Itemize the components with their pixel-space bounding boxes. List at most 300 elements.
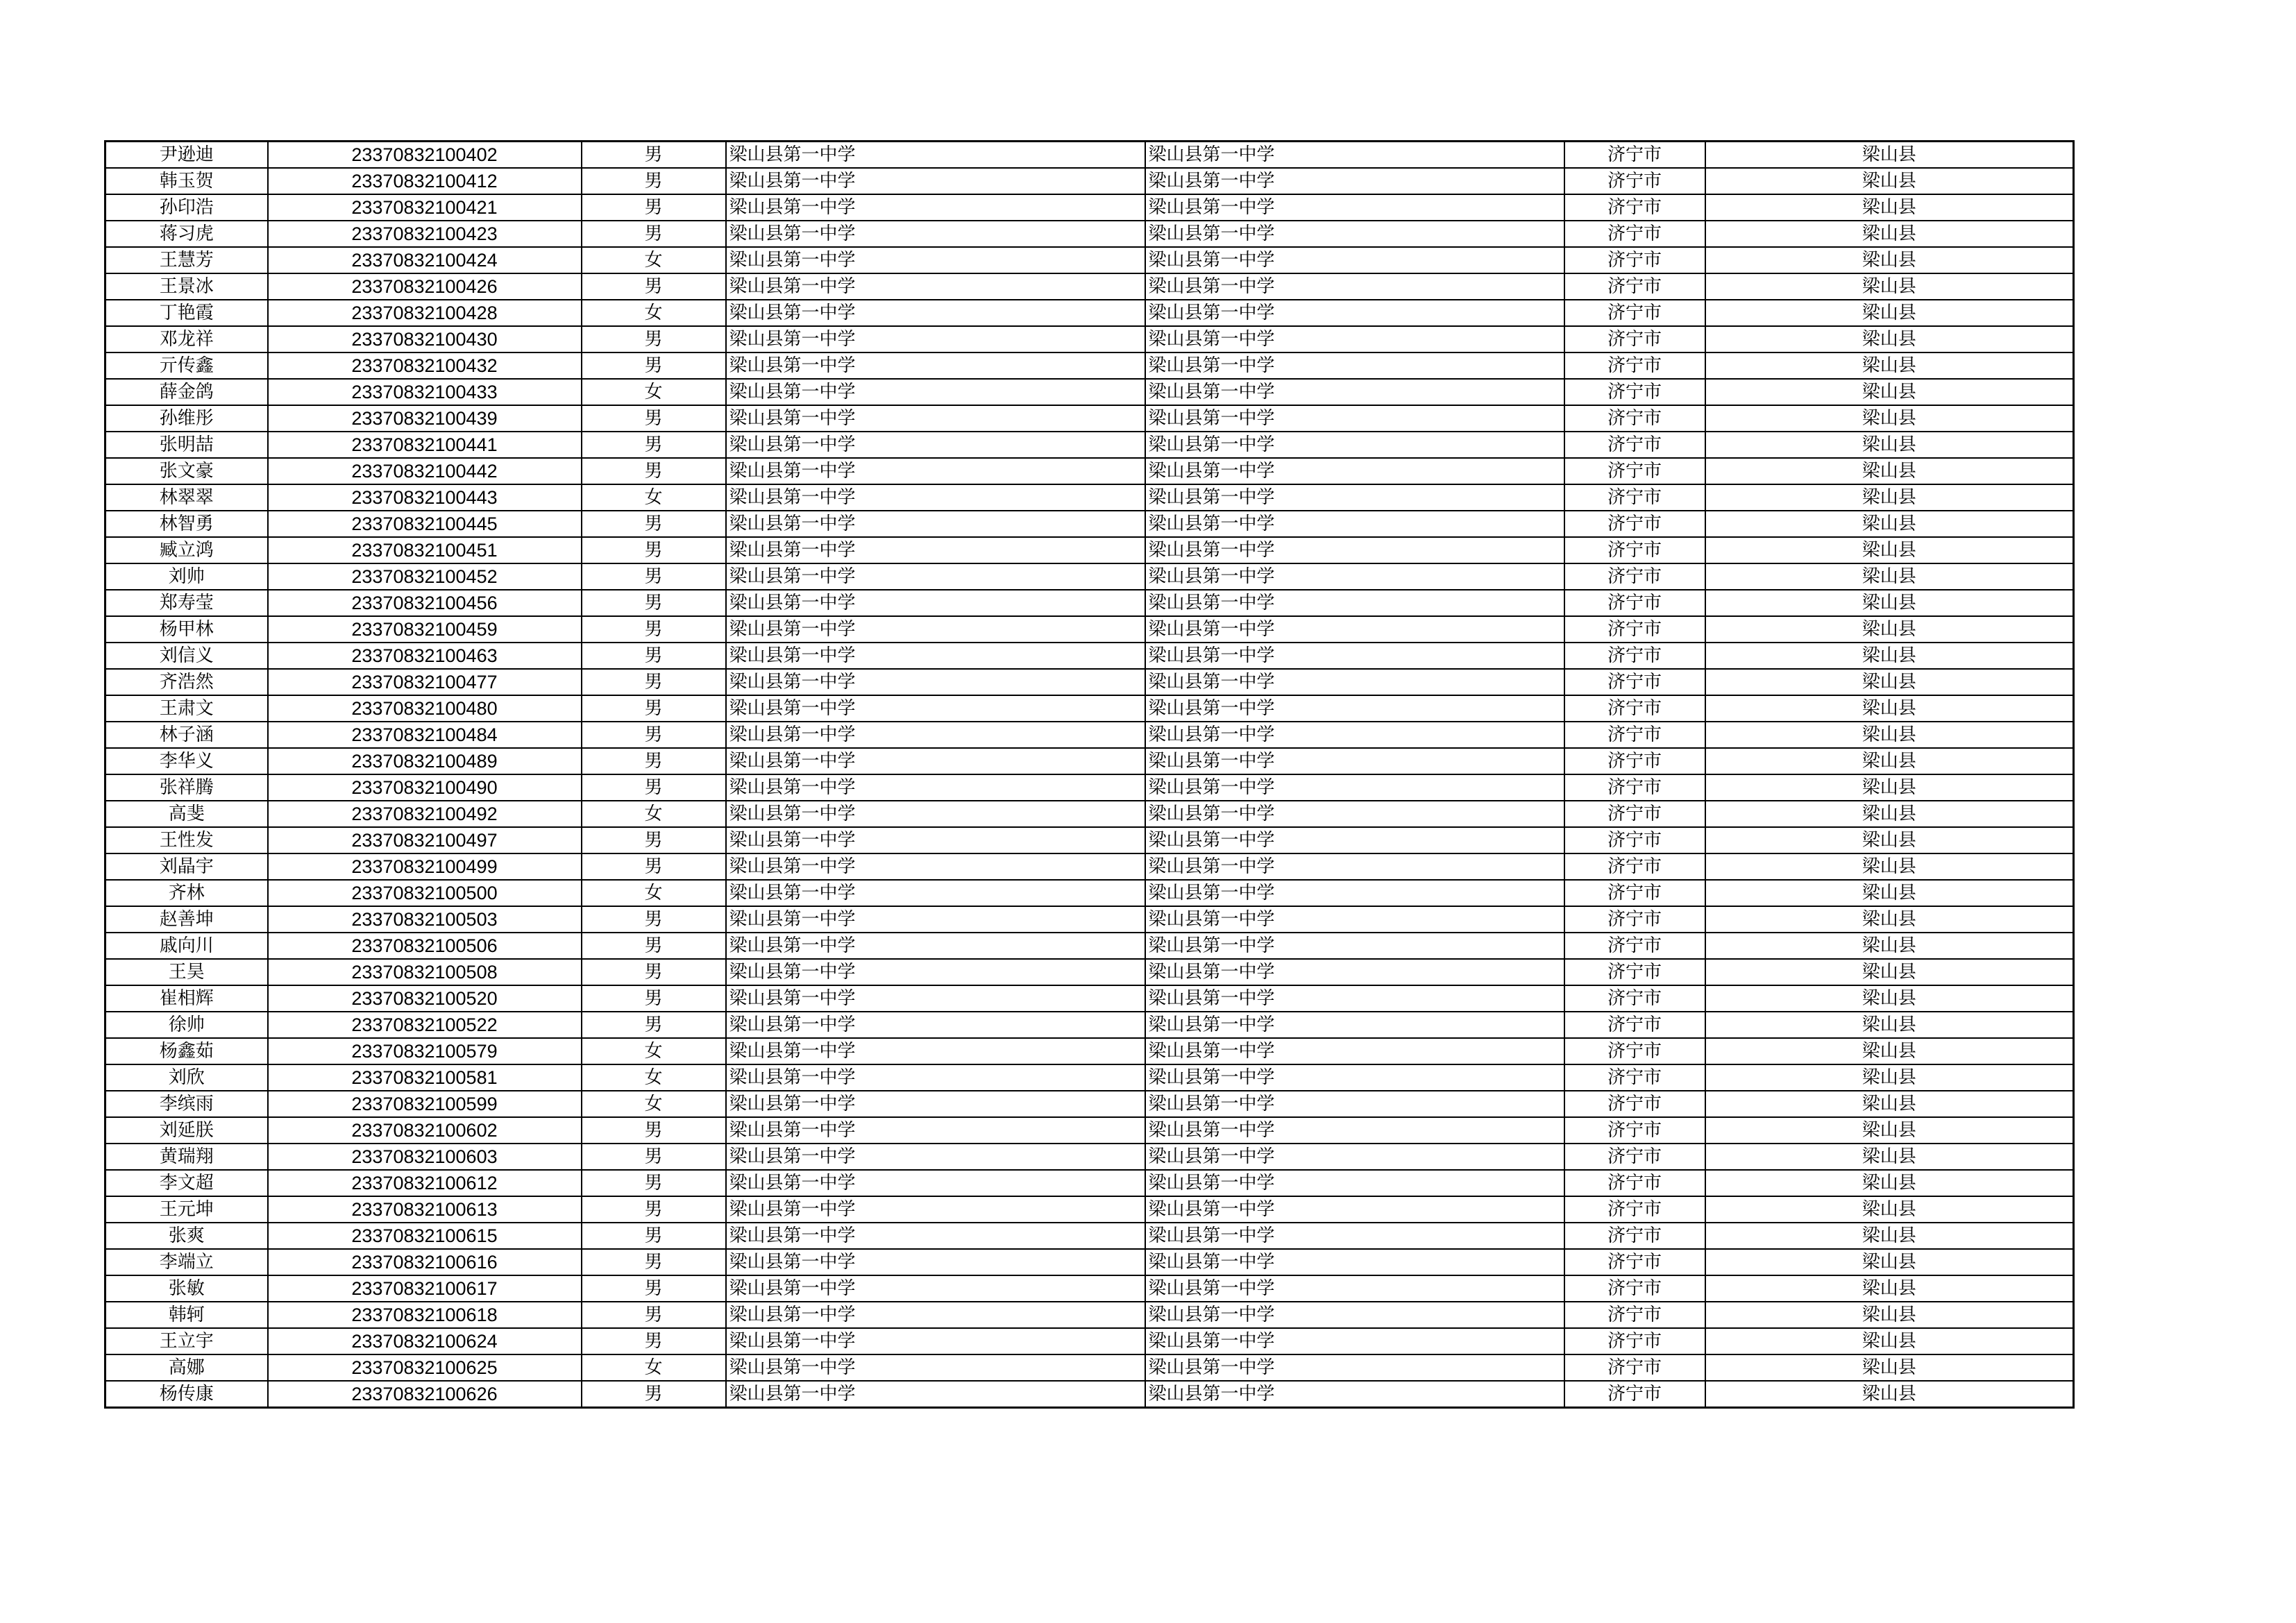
school-cell: 梁山县第一中学 [726, 669, 1145, 695]
table-row [105, 880, 2074, 906]
county-cell: 梁山县 [1705, 1381, 2074, 1408]
gender-cell: 男 [582, 142, 726, 169]
table-row [105, 1144, 2074, 1170]
city-cell: 济宁市 [1564, 695, 1705, 722]
registration-school-cell: 梁山县第一中学 [1145, 537, 1564, 563]
county-cell: 梁山县 [1705, 906, 2074, 933]
table-row [105, 405, 2074, 432]
school-cell: 梁山县第一中学 [726, 537, 1145, 563]
table-row [105, 643, 2074, 669]
city-cell: 济宁市 [1564, 853, 1705, 880]
city-cell: 济宁市 [1564, 906, 1705, 933]
gender-cell: 女 [582, 1091, 726, 1117]
registration-school-cell: 梁山县第一中学 [1145, 379, 1564, 405]
school-cell: 梁山县第一中学 [726, 590, 1145, 616]
school-cell: 梁山县第一中学 [726, 959, 1145, 985]
name-cell: 王肃文 [105, 695, 268, 722]
county-cell: 梁山县 [1705, 748, 2074, 774]
city-cell: 济宁市 [1564, 511, 1705, 537]
county-cell: 梁山县 [1705, 273, 2074, 300]
school-cell: 梁山县第一中学 [726, 352, 1145, 379]
exam-id-cell: 23370832100439 [268, 405, 582, 432]
name-cell: 高娜 [105, 1354, 268, 1381]
gender-cell: 男 [582, 405, 726, 432]
city-cell: 济宁市 [1564, 563, 1705, 590]
name-cell: 王昊 [105, 959, 268, 985]
gender-cell: 男 [582, 774, 726, 801]
gender-cell: 男 [582, 853, 726, 880]
county-cell: 梁山县 [1705, 1038, 2074, 1064]
table-row [105, 695, 2074, 722]
school-cell: 梁山县第一中学 [726, 484, 1145, 511]
gender-cell: 男 [582, 669, 726, 695]
county-cell: 梁山县 [1705, 959, 2074, 985]
registration-school-cell: 梁山县第一中学 [1145, 1091, 1564, 1117]
school-cell: 梁山县第一中学 [726, 1223, 1145, 1249]
table-row [105, 801, 2074, 827]
table-row [105, 774, 2074, 801]
gender-cell: 男 [582, 511, 726, 537]
table-row [105, 827, 2074, 853]
registration-school-cell: 梁山县第一中学 [1145, 1117, 1564, 1144]
county-cell: 梁山县 [1705, 484, 2074, 511]
exam-id-cell: 23370832100599 [268, 1091, 582, 1117]
table-row [105, 959, 2074, 985]
school-cell: 梁山县第一中学 [726, 1302, 1145, 1328]
county-cell: 梁山县 [1705, 1064, 2074, 1091]
city-cell: 济宁市 [1564, 1064, 1705, 1091]
exam-id-cell: 23370832100615 [268, 1223, 582, 1249]
registration-school-cell: 梁山县第一中学 [1145, 722, 1564, 748]
city-cell: 济宁市 [1564, 221, 1705, 247]
table-row [105, 1328, 2074, 1354]
name-cell: 尹逊迪 [105, 142, 268, 169]
school-cell: 梁山县第一中学 [726, 221, 1145, 247]
exam-id-cell: 23370832100484 [268, 722, 582, 748]
city-cell: 济宁市 [1564, 458, 1705, 484]
exam-id-cell: 23370832100506 [268, 933, 582, 959]
county-cell: 梁山县 [1705, 1091, 2074, 1117]
exam-id-cell: 23370832100456 [268, 590, 582, 616]
registration-school-cell: 梁山县第一中学 [1145, 1354, 1564, 1381]
name-cell: 刘延朕 [105, 1117, 268, 1144]
registration-school-cell: 梁山县第一中学 [1145, 352, 1564, 379]
registration-school-cell: 梁山县第一中学 [1145, 933, 1564, 959]
registration-school-cell: 梁山县第一中学 [1145, 590, 1564, 616]
table-row [105, 511, 2074, 537]
gender-cell: 男 [582, 590, 726, 616]
city-cell: 济宁市 [1564, 379, 1705, 405]
county-cell: 梁山县 [1705, 432, 2074, 458]
school-cell: 梁山县第一中学 [726, 1038, 1145, 1064]
name-cell: 齐浩然 [105, 669, 268, 695]
school-cell: 梁山县第一中学 [726, 142, 1145, 169]
name-cell: 亓传鑫 [105, 352, 268, 379]
county-cell: 梁山县 [1705, 221, 2074, 247]
county-cell: 梁山县 [1705, 405, 2074, 432]
exam-id-cell: 23370832100451 [268, 537, 582, 563]
exam-id-cell: 23370832100508 [268, 959, 582, 985]
county-cell: 梁山县 [1705, 511, 2074, 537]
school-cell: 梁山县第一中学 [726, 985, 1145, 1012]
gender-cell: 女 [582, 801, 726, 827]
city-cell: 济宁市 [1564, 1302, 1705, 1328]
gender-cell: 男 [582, 168, 726, 194]
table-row [105, 221, 2074, 247]
city-cell: 济宁市 [1564, 142, 1705, 169]
registration-school-cell: 梁山县第一中学 [1145, 906, 1564, 933]
city-cell: 济宁市 [1564, 1223, 1705, 1249]
gender-cell: 男 [582, 458, 726, 484]
county-cell: 梁山县 [1705, 379, 2074, 405]
exam-id-cell: 23370832100612 [268, 1170, 582, 1196]
school-cell: 梁山县第一中学 [726, 405, 1145, 432]
exam-id-cell: 23370832100618 [268, 1302, 582, 1328]
city-cell: 济宁市 [1564, 1249, 1705, 1275]
name-cell: 张文豪 [105, 458, 268, 484]
registration-school-cell: 梁山县第一中学 [1145, 774, 1564, 801]
gender-cell: 男 [582, 326, 726, 352]
county-cell: 梁山县 [1705, 1117, 2074, 1144]
name-cell: 张祥腾 [105, 774, 268, 801]
school-cell: 梁山县第一中学 [726, 722, 1145, 748]
registration-school-cell: 梁山县第一中学 [1145, 985, 1564, 1012]
registration-school-cell: 梁山县第一中学 [1145, 643, 1564, 669]
school-cell: 梁山县第一中学 [726, 168, 1145, 194]
gender-cell: 男 [582, 537, 726, 563]
exam-id-cell: 23370832100579 [268, 1038, 582, 1064]
school-cell: 梁山县第一中学 [726, 774, 1145, 801]
registration-school-cell: 梁山县第一中学 [1145, 1038, 1564, 1064]
exam-id-cell: 23370832100423 [268, 221, 582, 247]
school-cell: 梁山县第一中学 [726, 853, 1145, 880]
school-cell: 梁山县第一中学 [726, 906, 1145, 933]
table-row [105, 1064, 2074, 1091]
gender-cell: 男 [582, 1302, 726, 1328]
table-row [105, 1196, 2074, 1223]
county-cell: 梁山县 [1705, 669, 2074, 695]
exam-id-cell: 23370832100625 [268, 1354, 582, 1381]
table-row [105, 853, 2074, 880]
gender-cell: 男 [582, 1223, 726, 1249]
name-cell: 蒋习虎 [105, 221, 268, 247]
school-cell: 梁山县第一中学 [726, 1196, 1145, 1223]
table-row [105, 1117, 2074, 1144]
city-cell: 济宁市 [1564, 1170, 1705, 1196]
table-row [105, 432, 2074, 458]
city-cell: 济宁市 [1564, 1117, 1705, 1144]
name-cell: 杨传康 [105, 1381, 268, 1408]
table-row [105, 985, 2074, 1012]
county-cell: 梁山县 [1705, 458, 2074, 484]
exam-id-cell: 23370832100459 [268, 616, 582, 643]
county-cell: 梁山县 [1705, 247, 2074, 273]
registration-school-cell: 梁山县第一中学 [1145, 748, 1564, 774]
registration-school-cell: 梁山县第一中学 [1145, 563, 1564, 590]
county-cell: 梁山县 [1705, 194, 2074, 221]
registration-school-cell: 梁山县第一中学 [1145, 247, 1564, 273]
table-row [105, 1302, 2074, 1328]
county-cell: 梁山县 [1705, 933, 2074, 959]
name-cell: 杨鑫茹 [105, 1038, 268, 1064]
table-row [105, 933, 2074, 959]
name-cell: 丁艳霞 [105, 300, 268, 326]
exam-id-cell: 23370832100499 [268, 853, 582, 880]
exam-id-cell: 23370832100402 [268, 142, 582, 169]
table-row [105, 273, 2074, 300]
registration-school-cell: 梁山县第一中学 [1145, 194, 1564, 221]
registration-school-cell: 梁山县第一中学 [1145, 1275, 1564, 1302]
exam-id-cell: 23370832100428 [268, 300, 582, 326]
school-cell: 梁山县第一中学 [726, 1354, 1145, 1381]
table-row [105, 722, 2074, 748]
table-row [105, 1381, 2074, 1408]
school-cell: 梁山县第一中学 [726, 300, 1145, 326]
school-cell: 梁山县第一中学 [726, 1144, 1145, 1170]
exam-id-cell: 23370832100441 [268, 432, 582, 458]
registration-school-cell: 梁山县第一中学 [1145, 1328, 1564, 1354]
name-cell: 张敏 [105, 1275, 268, 1302]
registration-school-cell: 梁山县第一中学 [1145, 326, 1564, 352]
gender-cell: 男 [582, 748, 726, 774]
registration-school-cell: 梁山县第一中学 [1145, 1196, 1564, 1223]
city-cell: 济宁市 [1564, 247, 1705, 273]
city-cell: 济宁市 [1564, 616, 1705, 643]
school-cell: 梁山县第一中学 [726, 1249, 1145, 1275]
name-cell: 刘帅 [105, 563, 268, 590]
county-cell: 梁山县 [1705, 853, 2074, 880]
registration-school-cell: 梁山县第一中学 [1145, 1302, 1564, 1328]
exam-id-cell: 23370832100626 [268, 1381, 582, 1408]
county-cell: 梁山县 [1705, 1170, 2074, 1196]
gender-cell: 男 [582, 563, 726, 590]
county-cell: 梁山县 [1705, 563, 2074, 590]
gender-cell: 男 [582, 1328, 726, 1354]
gender-cell: 男 [582, 1249, 726, 1275]
name-cell: 韩玉贺 [105, 168, 268, 194]
registration-school-cell: 梁山县第一中学 [1145, 1381, 1564, 1408]
school-cell: 梁山县第一中学 [726, 379, 1145, 405]
table-row [105, 590, 2074, 616]
name-cell: 林子涵 [105, 722, 268, 748]
exam-id-cell: 23370832100477 [268, 669, 582, 695]
city-cell: 济宁市 [1564, 643, 1705, 669]
registration-school-cell: 梁山县第一中学 [1145, 221, 1564, 247]
gender-cell: 男 [582, 985, 726, 1012]
name-cell: 孙印浩 [105, 194, 268, 221]
exam-id-cell: 23370832100603 [268, 1144, 582, 1170]
county-cell: 梁山县 [1705, 142, 2074, 169]
gender-cell: 男 [582, 827, 726, 853]
name-cell: 林智勇 [105, 511, 268, 537]
gender-cell: 女 [582, 1354, 726, 1381]
exam-id-cell: 23370832100624 [268, 1328, 582, 1354]
exam-id-cell: 23370832100452 [268, 563, 582, 590]
name-cell: 郑寿莹 [105, 590, 268, 616]
exam-id-cell: 23370832100480 [268, 695, 582, 722]
county-cell: 梁山县 [1705, 1249, 2074, 1275]
school-cell: 梁山县第一中学 [726, 933, 1145, 959]
exam-id-cell: 23370832100445 [268, 511, 582, 537]
city-cell: 济宁市 [1564, 326, 1705, 352]
registration-school-cell: 梁山县第一中学 [1145, 300, 1564, 326]
table-row [105, 379, 2074, 405]
county-cell: 梁山县 [1705, 643, 2074, 669]
county-cell: 梁山县 [1705, 1144, 2074, 1170]
table-row [105, 1038, 2074, 1064]
exam-id-cell: 23370832100581 [268, 1064, 582, 1091]
school-cell: 梁山县第一中学 [726, 194, 1145, 221]
registration-school-cell: 梁山县第一中学 [1145, 168, 1564, 194]
name-cell: 刘欣 [105, 1064, 268, 1091]
county-cell: 梁山县 [1705, 722, 2074, 748]
table-row [105, 142, 2074, 169]
city-cell: 济宁市 [1564, 273, 1705, 300]
school-cell: 梁山县第一中学 [726, 511, 1145, 537]
table-row [105, 906, 2074, 933]
city-cell: 济宁市 [1564, 985, 1705, 1012]
table-row [105, 352, 2074, 379]
school-cell: 梁山县第一中学 [726, 748, 1145, 774]
city-cell: 济宁市 [1564, 748, 1705, 774]
name-cell: 杨甲林 [105, 616, 268, 643]
county-cell: 梁山县 [1705, 1328, 2074, 1354]
county-cell: 梁山县 [1705, 1302, 2074, 1328]
school-cell: 梁山县第一中学 [726, 1275, 1145, 1302]
gender-cell: 女 [582, 880, 726, 906]
registration-school-cell: 梁山县第一中学 [1145, 142, 1564, 169]
city-cell: 济宁市 [1564, 352, 1705, 379]
city-cell: 济宁市 [1564, 405, 1705, 432]
exam-id-cell: 23370832100421 [268, 194, 582, 221]
name-cell: 戚向川 [105, 933, 268, 959]
school-cell: 梁山县第一中学 [726, 458, 1145, 484]
registration-school-cell: 梁山县第一中学 [1145, 801, 1564, 827]
county-cell: 梁山县 [1705, 300, 2074, 326]
school-cell: 梁山县第一中学 [726, 432, 1145, 458]
name-cell: 王立宇 [105, 1328, 268, 1354]
name-cell: 张明喆 [105, 432, 268, 458]
county-cell: 梁山县 [1705, 1012, 2074, 1038]
registration-school-cell: 梁山县第一中学 [1145, 616, 1564, 643]
name-cell: 齐林 [105, 880, 268, 906]
name-cell: 孙维彤 [105, 405, 268, 432]
name-cell: 李文超 [105, 1170, 268, 1196]
registration-school-cell: 梁山县第一中学 [1145, 827, 1564, 853]
name-cell: 张爽 [105, 1223, 268, 1249]
gender-cell: 男 [582, 1275, 726, 1302]
exam-id-cell: 23370832100613 [268, 1196, 582, 1223]
gender-cell: 男 [582, 959, 726, 985]
exam-id-cell: 23370832100617 [268, 1275, 582, 1302]
table-row [105, 168, 2074, 194]
school-cell: 梁山县第一中学 [726, 1091, 1145, 1117]
name-cell: 李华义 [105, 748, 268, 774]
name-cell: 臧立鸿 [105, 537, 268, 563]
city-cell: 济宁市 [1564, 1196, 1705, 1223]
exam-id-cell: 23370832100433 [268, 379, 582, 405]
exam-id-cell: 23370832100520 [268, 985, 582, 1012]
registration-school-cell: 梁山县第一中学 [1145, 458, 1564, 484]
name-cell: 高斐 [105, 801, 268, 827]
gender-cell: 男 [582, 352, 726, 379]
table-row [105, 563, 2074, 590]
table-row [105, 458, 2074, 484]
gender-cell: 男 [582, 906, 726, 933]
table-row [105, 194, 2074, 221]
table-row [105, 1223, 2074, 1249]
city-cell: 济宁市 [1564, 1275, 1705, 1302]
registration-school-cell: 梁山县第一中学 [1145, 405, 1564, 432]
gender-cell: 女 [582, 1064, 726, 1091]
city-cell: 济宁市 [1564, 933, 1705, 959]
city-cell: 济宁市 [1564, 1354, 1705, 1381]
gender-cell: 女 [582, 379, 726, 405]
gender-cell: 男 [582, 1170, 726, 1196]
county-cell: 梁山县 [1705, 590, 2074, 616]
county-cell: 梁山县 [1705, 168, 2074, 194]
city-cell: 济宁市 [1564, 168, 1705, 194]
gender-cell: 女 [582, 247, 726, 273]
school-cell: 梁山县第一中学 [726, 563, 1145, 590]
exam-id-cell: 23370832100602 [268, 1117, 582, 1144]
exam-id-cell: 23370832100489 [268, 748, 582, 774]
exam-id-cell: 23370832100463 [268, 643, 582, 669]
table-row [105, 537, 2074, 563]
city-cell: 济宁市 [1564, 722, 1705, 748]
county-cell: 梁山县 [1705, 326, 2074, 352]
exam-id-cell: 23370832100492 [268, 801, 582, 827]
table-row [105, 247, 2074, 273]
name-cell: 王慧芳 [105, 247, 268, 273]
county-cell: 梁山县 [1705, 801, 2074, 827]
gender-cell: 男 [582, 1381, 726, 1408]
school-cell: 梁山县第一中学 [726, 1064, 1145, 1091]
table-row [105, 484, 2074, 511]
exam-id-cell: 23370832100442 [268, 458, 582, 484]
gender-cell: 男 [582, 432, 726, 458]
city-cell: 济宁市 [1564, 1328, 1705, 1354]
county-cell: 梁山县 [1705, 352, 2074, 379]
table-row [105, 1354, 2074, 1381]
name-cell: 王性发 [105, 827, 268, 853]
gender-cell: 男 [582, 1196, 726, 1223]
exam-id-cell: 23370832100500 [268, 880, 582, 906]
name-cell: 韩轲 [105, 1302, 268, 1328]
registration-school-cell: 梁山县第一中学 [1145, 880, 1564, 906]
county-cell: 梁山县 [1705, 695, 2074, 722]
name-cell: 王景冰 [105, 273, 268, 300]
name-cell: 刘信义 [105, 643, 268, 669]
registration-school-cell: 梁山县第一中学 [1145, 853, 1564, 880]
registration-school-cell: 梁山县第一中学 [1145, 273, 1564, 300]
city-cell: 济宁市 [1564, 774, 1705, 801]
registration-school-cell: 梁山县第一中学 [1145, 1170, 1564, 1196]
table-row [105, 1249, 2074, 1275]
gender-cell: 男 [582, 194, 726, 221]
exam-id-cell: 23370832100490 [268, 774, 582, 801]
city-cell: 济宁市 [1564, 1381, 1705, 1408]
school-cell: 梁山县第一中学 [726, 273, 1145, 300]
exam-id-cell: 23370832100497 [268, 827, 582, 853]
registration-school-cell: 梁山县第一中学 [1145, 1144, 1564, 1170]
name-cell: 徐帅 [105, 1012, 268, 1038]
registration-school-cell: 梁山县第一中学 [1145, 432, 1564, 458]
school-cell: 梁山县第一中学 [726, 1117, 1145, 1144]
school-cell: 梁山县第一中学 [726, 1328, 1145, 1354]
school-cell: 梁山县第一中学 [726, 1170, 1145, 1196]
gender-cell: 男 [582, 616, 726, 643]
